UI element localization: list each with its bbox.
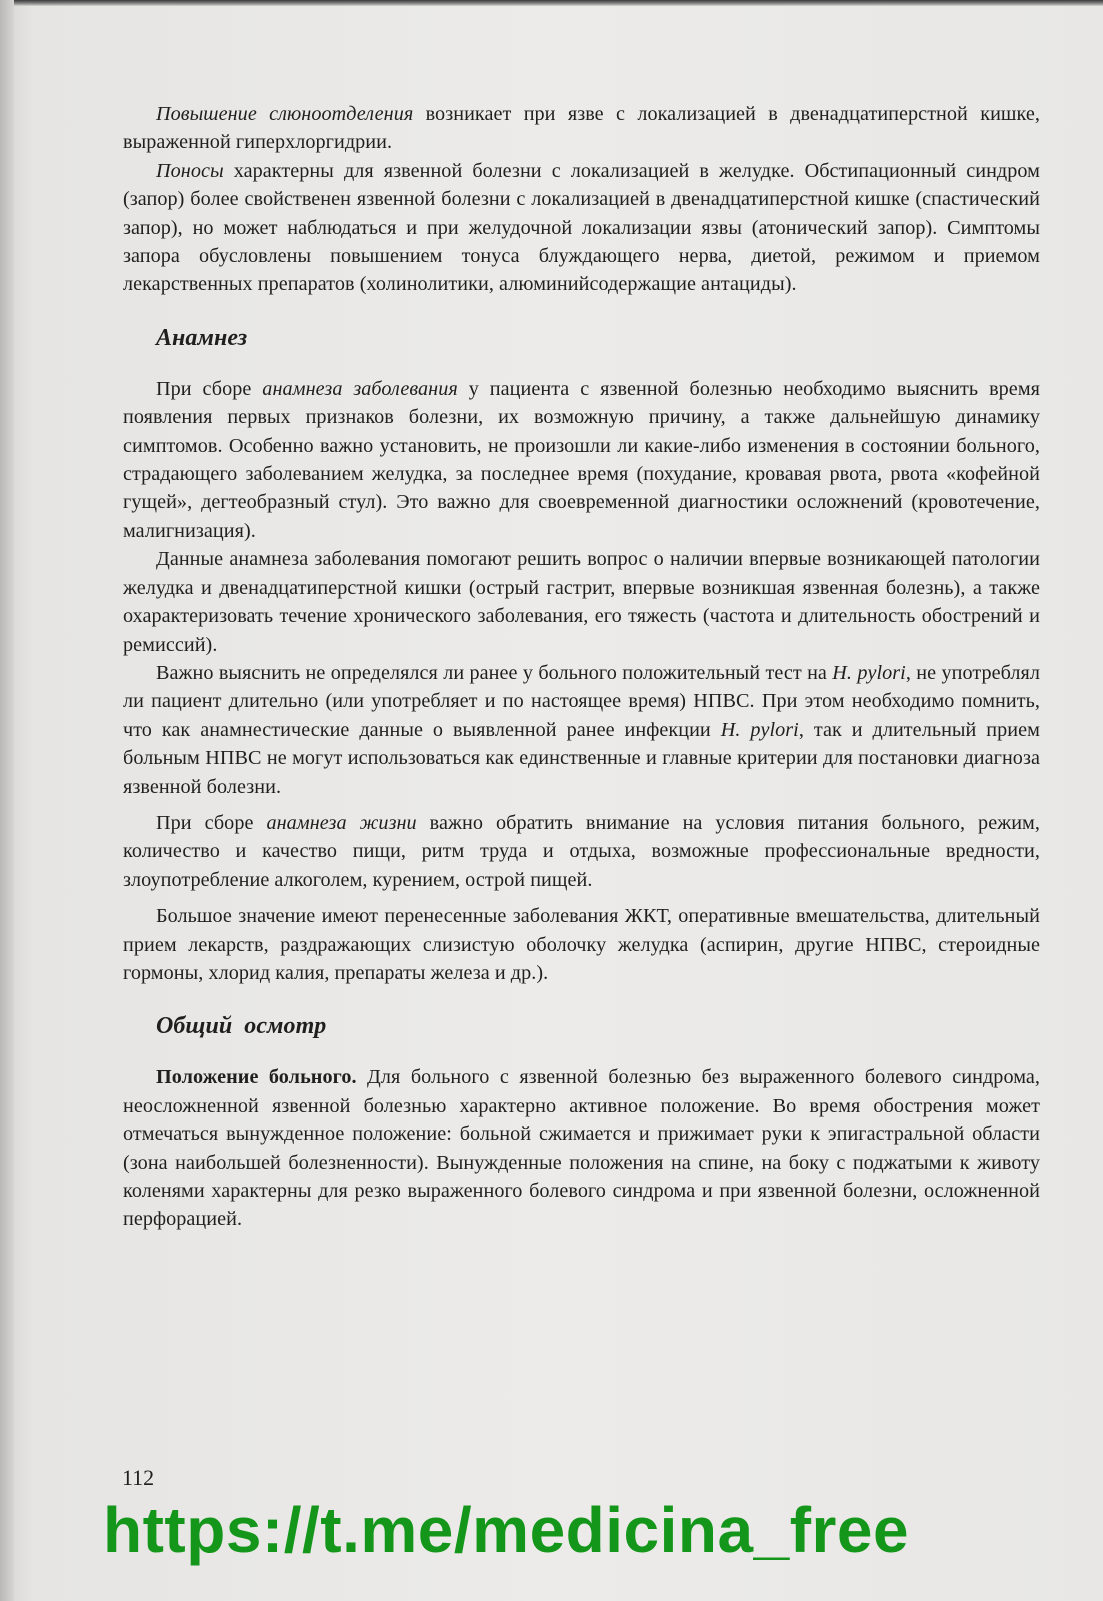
page-body (123, 100, 1040, 1234)
paragraph-salivation (123, 100, 1040, 157)
section-heading-general-exam: Общий осмотр (156, 1013, 327, 1040)
term-patient-position: Положение больного. (156, 1066, 357, 1089)
paragraph-diarrhea (123, 157, 1040, 299)
term-disease-history: анамнеза заболевания (262, 377, 458, 400)
term-diarrhea: Поносы (156, 159, 224, 182)
paragraph-previous-diseases: Большое значение имеют перенесенные заболевания ЖКТ, оперативные вмешательства, длительный прием лекарств, раздражающих слизистую оболочку желудка (аспирин, другие НПВС, стероидные гормоны, хлорид калия, препараты железа и др.). (123, 905, 1040, 984)
paragraph-text: у пациента с язвенной болезнью необходимо выяснить время появления первых признаков болезни, их возможную причину, а также дальнейшую динамику симптомов. Особенно важно установить, не произошли ли какие-либо изменения в состоянии больного, страдающего заболеванием желудка, за последнее время (похудание, кровавая рвота, рвота «кофейной гущей», дегтеобразный стул). Это важно для своевременной диагностики осложнений (кровотечение, малигнизация). (123, 377, 1040, 542)
term-h-pylori: H. pylori (720, 718, 799, 741)
paragraph-text: , так и длительный прием больным НПВС не могут использоваться как единственные и главные критерии для постановки диагноза язвенной болезни. (123, 718, 1040, 798)
paragraph-h-pylori (123, 659, 1040, 801)
paragraph-patient-position (123, 1063, 1040, 1233)
paragraph-gap (123, 894, 1040, 902)
paragraph-text: При сборе (156, 377, 263, 400)
paragraph-history-data: Данные анамнеза заболевания помогают решить вопрос о наличии впервые возникающей патологии желудка и двенадцатиперстной кишки (острый гастрит, впервые возникшая язвенная болезнь), а также охарактеризовать течение хронического заболевания, его тяжесть (частота и длительность обострений и ремиссий). (123, 548, 1040, 656)
paragraph-gap (123, 801, 1040, 809)
page-number: 112 (122, 1465, 155, 1490)
term-h-pylori: H. pylori (832, 661, 906, 684)
paragraph-text: Важно выяснить не определялся ли ранее у больного положительный тест на (156, 661, 833, 684)
paragraph-life-history (123, 809, 1040, 894)
term-life-history: анамнеза жизни (266, 811, 417, 834)
paragraph-text: Для больного с язвенной болезнью без выраженного болевого синдрома, неосложненной язвенной болезнью характерно активное положение. Во время обострения может отмечаться вынужденное положение: больной сжимается и прижимает руки к эпигастральной области (зона наибольшей болезненности). Вынужденные положения на спине, на боку с поджатыми к животу коленями характерны для резко выраженного болевого синдрома и при язвенной болезни, осложненной перфорацией. (123, 1066, 1041, 1231)
paragraph-disease-history (123, 375, 1040, 545)
paragraph-text: возникает при язве с локализацией в двенадцатиперстной кишке, выраженной гиперхлоргидрии. (123, 103, 1040, 154)
paragraph-text: характерны для язвенной болезни с локализацией в желудке. Обстипационный синдром (запор) более свойственен язвенной болезни с локализацией в двенадцатиперстной кишке (спастический запор), но может наблюдаться и при желудочной локализации язвы (атонический запор). Симптомы запора обусловлены повышением тонуса блуждающего нерва, диетой, режимом и приемом лекарственных препаратов (холинолитики, алюминийсодержащие антациды). (123, 159, 1040, 296)
section-heading-anamnesis: Анамнез (156, 324, 248, 351)
paragraph-text: важно обратить внимание на условия питания больного, режим, количество и качество пищи, ритм труда и отдыха, возможные профессиональные вредности, злоупотребление алкоголем, курением, острой пищей. (123, 811, 1040, 891)
paragraph-text: При сборе (156, 811, 267, 834)
paragraph-text: , не употреблял ли пациент длительно (или употребляет и по настоящее время) НПВС. При этом необходимо помнить, что как анамнестические данные о выявленной ранее инфекции (123, 661, 1041, 741)
watermark-link: https://t.me/medicina_free (103, 1494, 910, 1566)
page-binding-edge (0, 0, 14, 1601)
page-top-edge (0, 0, 1103, 6)
term-salivation: Повышение слюноотделения (156, 103, 414, 125)
